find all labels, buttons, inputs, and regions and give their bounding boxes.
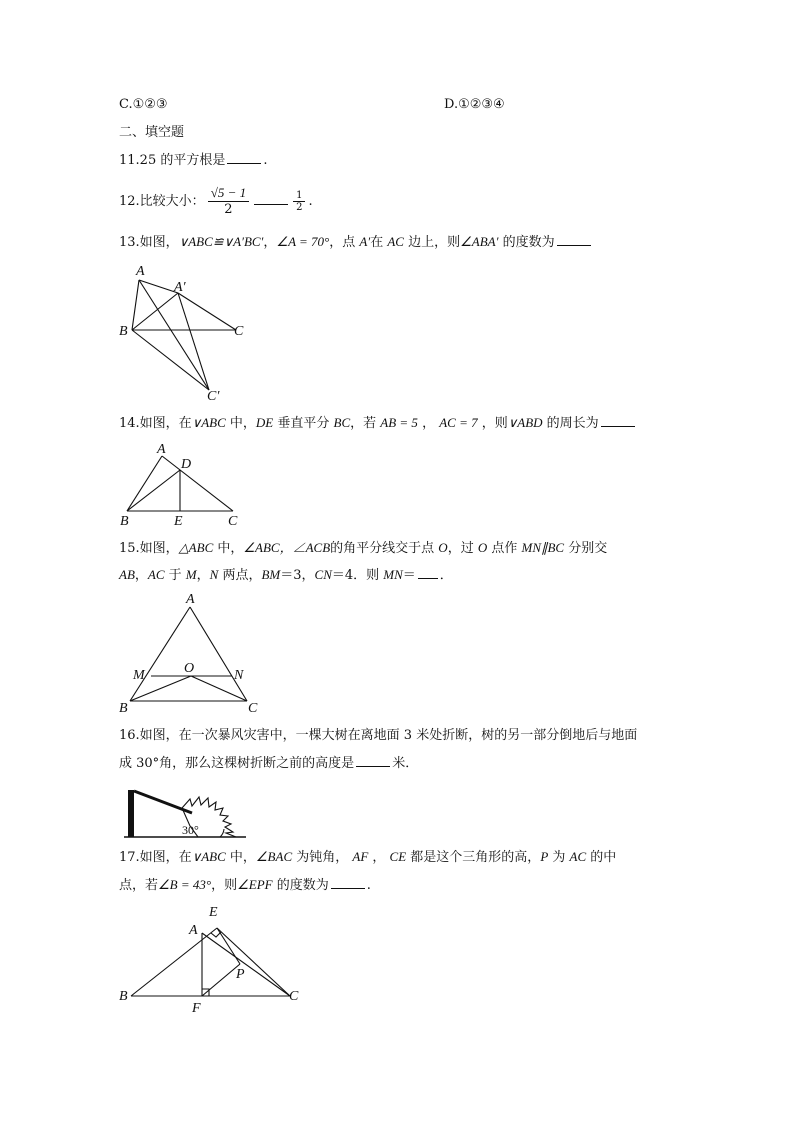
label-C: C xyxy=(289,989,299,1004)
label-C: C xyxy=(234,324,244,339)
angle-label: 30° xyxy=(182,823,199,837)
q14-figure xyxy=(115,440,255,530)
segment-A2C2 xyxy=(178,293,209,390)
q15-text: 的角平分线交于点 xyxy=(330,541,439,556)
segment-AC xyxy=(190,607,247,701)
q15-text: 中， xyxy=(213,541,244,556)
q17-text: 的中 xyxy=(586,850,617,865)
q13-congruence: ∨ABC≌∨A′BC′ xyxy=(178,234,264,249)
question-13 xyxy=(119,233,593,252)
q15-text: ＝ xyxy=(402,568,416,583)
q14-ab: AB = 5 xyxy=(380,415,418,430)
q13-point: A′ xyxy=(359,234,371,249)
answer-blank[interactable] xyxy=(227,151,261,164)
q15-segment-ac: AC xyxy=(147,567,165,582)
q15-text: 分别交 xyxy=(564,541,608,556)
label-E: E xyxy=(209,905,218,920)
q13-text: 13.如图， xyxy=(119,235,179,250)
label-A-prime: A′ xyxy=(174,280,186,295)
label-C-prime: C′ xyxy=(207,389,220,404)
label-P: P xyxy=(236,967,245,982)
q15-triangle: △ABC xyxy=(178,540,214,555)
q13-text: 的度数为 xyxy=(498,235,555,250)
q13-text: 在 xyxy=(370,235,388,250)
q12-prefix: 12.比较大小： xyxy=(119,194,205,209)
tree-trunk xyxy=(128,790,134,837)
segment-AA2 xyxy=(139,280,178,293)
q13-angle: ∠A = 70° xyxy=(276,234,330,249)
question-17-line-1 xyxy=(119,848,616,867)
segment-AC xyxy=(202,933,290,996)
q15-text: ，过 xyxy=(447,541,478,556)
q14-text: ， xyxy=(417,416,440,431)
q15-segment-ab: AB xyxy=(119,567,135,582)
label-D: D xyxy=(181,457,192,472)
q14-text: ，若 xyxy=(350,416,381,431)
q17-ac: AC xyxy=(569,849,587,864)
q13-text: ，点 xyxy=(329,235,360,250)
label-M: M xyxy=(133,668,145,683)
answer-blank[interactable] xyxy=(254,192,288,205)
q17-text: 点，若 xyxy=(119,878,159,893)
q13-text: ， xyxy=(263,235,277,250)
label-O: O xyxy=(184,661,195,676)
segment-BA xyxy=(127,456,162,511)
q15-text: ＝3， xyxy=(280,568,315,583)
angle-arc xyxy=(220,829,224,837)
segment-FP xyxy=(202,964,240,996)
q17-text: 都是这个三角形的高， xyxy=(406,850,541,865)
answer-blank[interactable] xyxy=(418,566,438,579)
segment-A2C xyxy=(178,293,236,330)
q17-text: 为钝角， xyxy=(292,850,353,865)
label-F: F xyxy=(192,1001,201,1016)
q13-ask-angle: ∠ABA′ xyxy=(460,234,499,249)
q15-point-n: N xyxy=(209,567,219,582)
label-E: E xyxy=(174,514,183,529)
question-16-line-2 xyxy=(119,754,418,773)
label-B: B xyxy=(120,514,129,529)
q14-segment-bc: BC xyxy=(333,415,351,430)
q15-cn: CN xyxy=(314,567,332,582)
q14-text: 14.如图，在 xyxy=(119,416,192,431)
answer-blank[interactable] xyxy=(557,233,591,246)
segment-BA2 xyxy=(132,293,178,330)
segment-AC xyxy=(162,456,233,511)
label-B: B xyxy=(119,989,128,1004)
q17-text: 为 xyxy=(548,850,570,865)
q15-text: ＝4．则 xyxy=(331,568,384,583)
segment-AB xyxy=(130,607,190,701)
q17-end: . xyxy=(366,878,371,893)
label-C: C xyxy=(228,514,238,529)
q17-text: ， xyxy=(368,850,390,865)
q17-text: ，则 xyxy=(211,878,238,893)
q15-point-m: M xyxy=(185,567,197,582)
question-15-line-1 xyxy=(119,539,607,558)
q13-figure xyxy=(115,260,275,405)
label-A: A xyxy=(136,264,145,279)
q11-end: . xyxy=(263,153,268,168)
label-C: C xyxy=(248,701,258,716)
q17-ce: CE xyxy=(389,849,407,864)
q15-parallel: MN∥BC xyxy=(521,540,565,555)
q17-point-p: P xyxy=(540,849,549,864)
q14-text: 中， xyxy=(225,416,256,431)
q15-figure xyxy=(115,590,275,720)
segment-EC xyxy=(217,928,290,996)
section-title: 二、填空题 xyxy=(119,125,185,140)
segment-BE xyxy=(131,928,217,996)
label-A: A xyxy=(157,442,166,457)
q15-text: 两点， xyxy=(218,568,262,583)
right-angle-mark-e xyxy=(211,932,221,937)
q15-text: ， xyxy=(196,568,210,583)
question-12 xyxy=(119,180,313,224)
q15-point-o: O xyxy=(477,540,488,555)
answer-blank[interactable] xyxy=(356,754,390,767)
frac1-denominator: 2 xyxy=(224,202,233,217)
fraction-1-over-2 xyxy=(293,190,305,213)
q17-text: 17.如图，在 xyxy=(119,850,192,865)
option-d: D.①②③④ xyxy=(444,97,505,112)
q17-text: 的度数为 xyxy=(272,878,329,893)
label-A: A xyxy=(189,923,198,938)
frac1-numerator: √5 − 1 xyxy=(208,185,249,202)
q15-mn: MN xyxy=(383,567,403,582)
q14-ac: AC = 7 xyxy=(439,415,478,430)
q15-text: ， xyxy=(134,568,148,583)
question-16-line-1: 16.如图，在一次暴风灾害中，一棵大树在离地面 3 米处折断，树的另一部分倒地后与地面 xyxy=(119,728,638,743)
q14-text: 垂直平分 xyxy=(273,416,334,431)
q15-text: 15.如图， xyxy=(119,541,179,556)
q15-bm: BM xyxy=(261,567,281,582)
q14-text: ，则 xyxy=(477,416,508,431)
frac2-numerator: 1 xyxy=(293,190,305,202)
label-B: B xyxy=(119,701,128,716)
question-11 xyxy=(119,151,268,170)
q15-text: 点作 xyxy=(487,541,522,556)
segment-BC2 xyxy=(132,330,209,390)
frac2-denominator: 2 xyxy=(296,202,303,213)
q11-text: 11.25 的平方根是 xyxy=(119,153,226,168)
q14-text: 的周长为 xyxy=(542,416,599,431)
q17-text: 中， xyxy=(225,850,256,865)
q14-triangle-abd: ∨ABD xyxy=(507,415,543,430)
question-17-line-2 xyxy=(119,876,371,895)
q13-text: 边上，则 xyxy=(403,235,461,250)
q17-angle-epf: ∠EPF xyxy=(237,877,273,892)
answer-blank[interactable] xyxy=(601,414,635,427)
segment-AB xyxy=(132,280,139,330)
label-N: N xyxy=(234,668,244,683)
q16-text: 米． xyxy=(392,756,419,771)
segment-BD xyxy=(127,470,180,511)
fraction-sqrt5-minus-1-over-2 xyxy=(208,185,249,218)
q17-angle-b: ∠B = 43° xyxy=(158,877,212,892)
q17-figure xyxy=(115,900,315,1020)
answer-blank[interactable] xyxy=(331,876,365,889)
q17-angle-bac: ∠BAC xyxy=(255,849,293,864)
q17-af: AF xyxy=(352,849,369,864)
label-B: B xyxy=(119,324,128,339)
q13-segment: AC xyxy=(387,234,404,249)
option-c: C.①②③ xyxy=(119,97,168,112)
q12-end: . xyxy=(308,194,313,209)
question-14 xyxy=(119,414,637,433)
q16-figure xyxy=(120,782,260,842)
q14-segment-de: DE xyxy=(255,415,274,430)
q15-point-o: O xyxy=(438,540,448,555)
q15-text: 于 xyxy=(164,568,186,583)
q16-text: 成 30°角，那么这棵树折断之前的高度是 xyxy=(119,756,355,771)
q15-end: ． xyxy=(439,568,453,583)
q15-angles: ∠ABC，∠ACB xyxy=(243,540,331,555)
q17-triangle: ∨ABC xyxy=(191,849,226,864)
q14-triangle: ∨ABC xyxy=(191,415,226,430)
question-15-line-2 xyxy=(119,566,453,585)
label-A: A xyxy=(186,592,195,607)
